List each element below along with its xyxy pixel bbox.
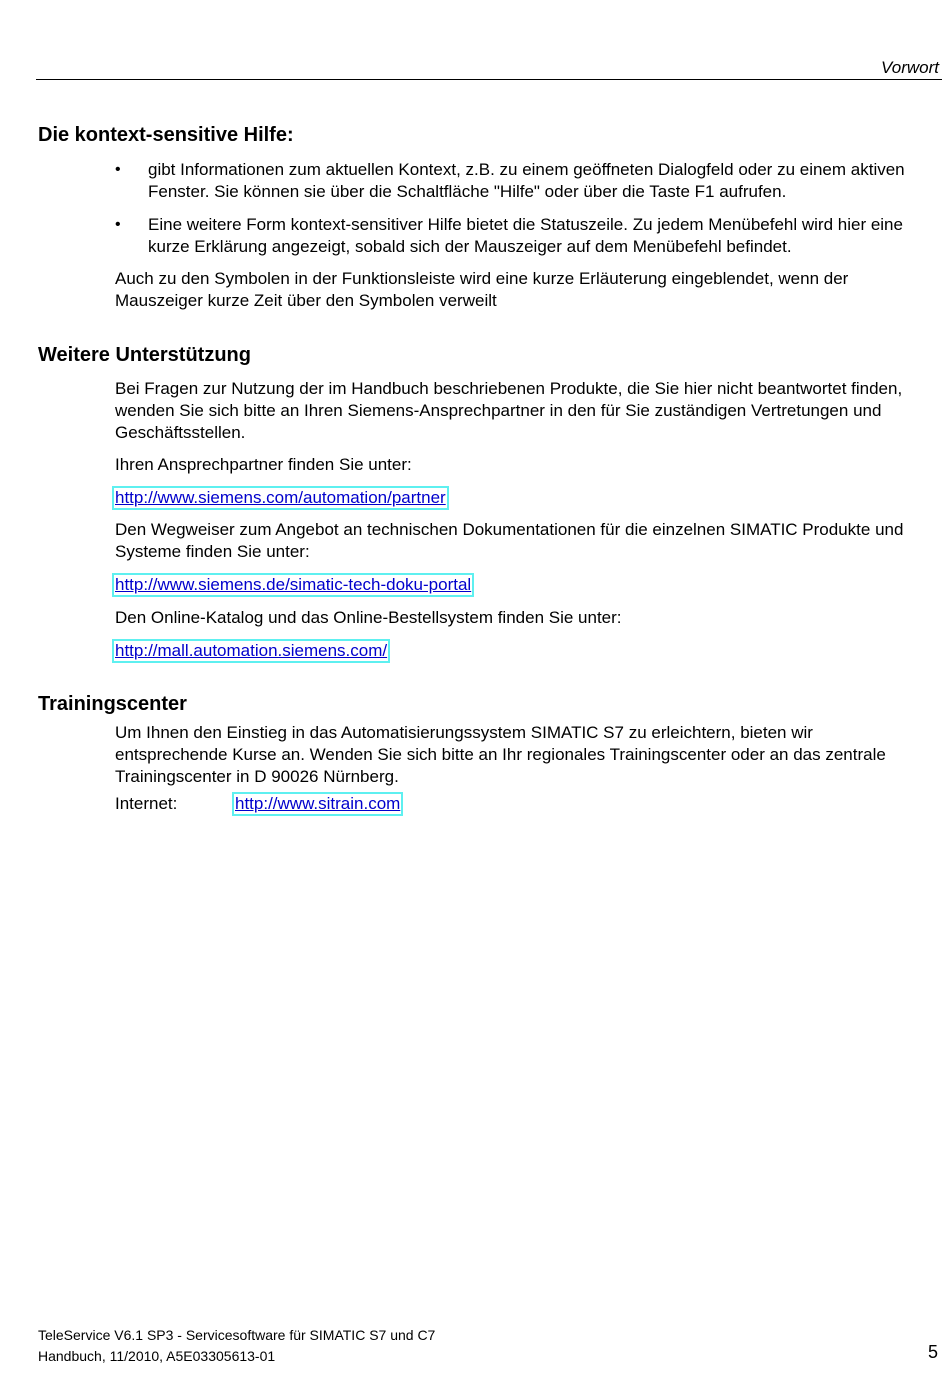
page-number: 5 (927, 1342, 938, 1362)
page-footer (38, 1325, 435, 1367)
list-item (115, 159, 925, 203)
partner-text: Ihren Ansprechpartner finden Sie unter: (115, 455, 412, 474)
bullet-icon: • (115, 161, 121, 178)
catalog-text: Den Online-Katalog und das Online-Bestellsystem finden Sie unter: (115, 608, 622, 627)
internet-label: Internet: (115, 794, 178, 813)
catalog-link[interactable]: http://mall.automation.siemens.com/ (115, 641, 388, 660)
bullet-text: Eine weitere Form kontext-sensitiver Hilfe bietet die Statuszeile. Zu jedem Menübefehl wird hier eine kurze Erklärung angezeigt, sobald sich der Mauszeiger auf dem Menübefehl befindet. (148, 215, 903, 256)
support-intro-paragraph: Bei Fragen zur Nutzung der im Handbuch beschriebenen Produkte, die Sie hier nicht beantwortet finden, wenden Sie sich bitte an Ihren Siemens-Ansprechpartner in den für Sie zuständigen Vertretungen und Geschäftsstellen. (115, 379, 903, 442)
list-item (115, 214, 925, 258)
running-header-title: Vorwort (881, 58, 939, 77)
bullet-icon: • (115, 216, 121, 233)
bullet-text: gibt Informationen zum aktuellen Kontext, z.B. zu einem geöffneten Dialogfeld oder zu einem aktiven Fenster. Sie können sie über die Schaltfläche "Hilfe" oder über die Taste F1 aufrufen. (148, 160, 905, 201)
docs-portal-link[interactable]: http://www.siemens.de/simatic-tech-doku-portal (115, 575, 472, 594)
footer-document-info: Handbuch, 11/2010, A5E03305613-01 (38, 1348, 276, 1364)
context-help-bullet-list (115, 159, 925, 269)
header-divider (36, 79, 942, 80)
heading-further-support: Weitere Unterstützung (38, 344, 251, 366)
training-paragraph: Um Ihnen den Einstieg in das Automatisierungssystem SIMATIC S7 zu erleichtern, bieten wir entsprechende Kurse an. Wenden Sie sich bitte an Ihr regionales Trainingscenter oder an das zentrale Trainingscenter in D 90026 Nürnberg. (115, 723, 886, 786)
partner-link[interactable]: http://www.siemens.com/automation/partner (115, 488, 446, 507)
heading-context-help: Die kontext-sensitive Hilfe: (38, 124, 294, 146)
docs-text: Den Wegweiser zum Angebot an technischen Dokumentationen für die einzelnen SIMATIC Produkte und Systeme finden Sie unter: (115, 520, 904, 561)
context-help-paragraph: Auch zu den Symbolen in der Funktionsleiste wird eine kurze Erläuterung eingeblendet, wenn der Mauszeiger kurze Zeit über den Symbolen verweilt (115, 269, 849, 310)
sitrain-link[interactable]: http://www.sitrain.com (235, 794, 401, 813)
heading-training-center: Trainingscenter (38, 693, 187, 715)
footer-document-title: TeleService V6.1 SP3 - Servicesoftware für SIMATIC S7 und C7 (38, 1327, 436, 1343)
